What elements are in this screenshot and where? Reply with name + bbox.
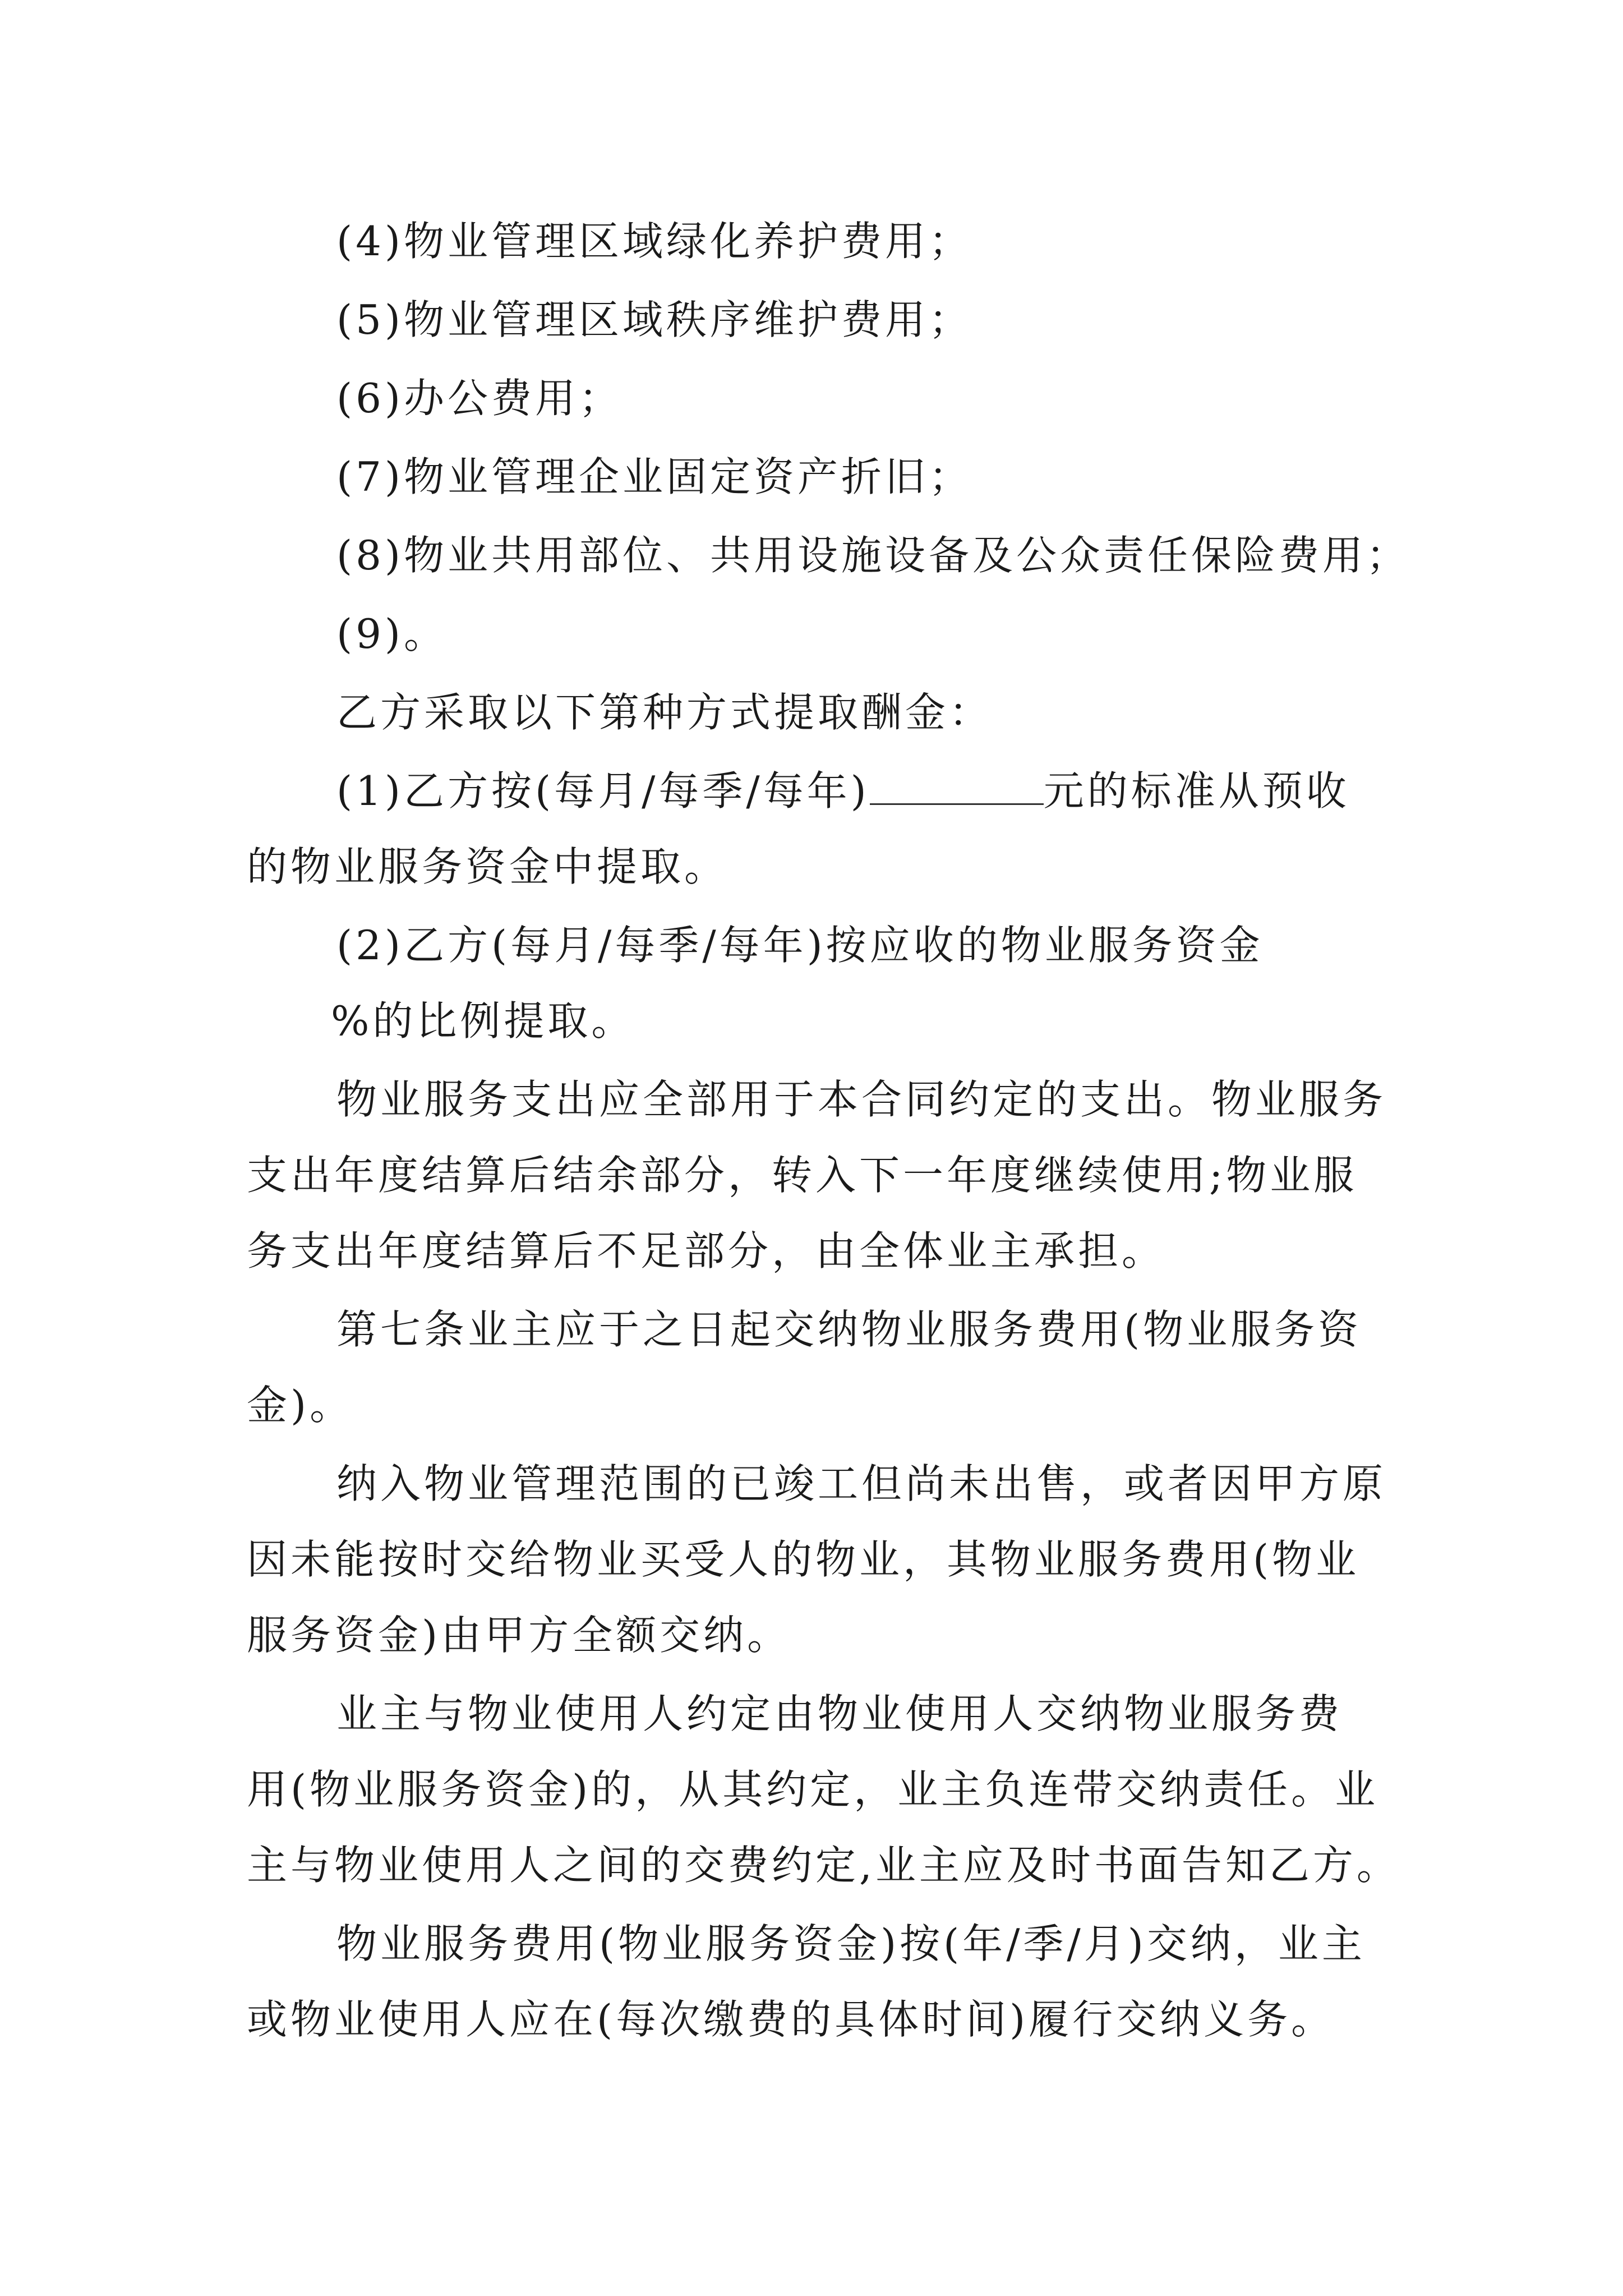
amount-blank xyxy=(870,769,1044,805)
unsold-paragraph-line: 纳入物业管理范围的已竣工但尚未出售，或者因甲方原 xyxy=(336,1460,1387,1507)
user-paragraph-line: 用(物业服务资金)的，从其约定，业主负连带交纳责任。业 xyxy=(247,1766,1379,1813)
item-7: (7)物业管理企业固定资产折旧； xyxy=(336,453,972,500)
expense-paragraph-line: 物业服务支出应全部用于本合同约定的支出。物业服务 xyxy=(336,1076,1387,1123)
remuneration-option-2: (2)乙方(每月/每季/每年)按应收的物业服务资金 xyxy=(336,922,1264,969)
payment-paragraph-line: 或物业使用人应在(每次缴费的具体时间)履行交纳义务。 xyxy=(247,1996,1335,2043)
remuneration-option-2-cont: %的比例提取。 xyxy=(331,997,635,1045)
remuneration-intro: 乙方采取以下第种方式提取酬金： xyxy=(336,689,993,736)
item-6: (6)办公费用； xyxy=(336,375,623,422)
article-7-line: 金)。 xyxy=(247,1382,354,1429)
item-5: (5)物业管理区域秩序维护费用； xyxy=(336,296,972,343)
remuneration-option-1 xyxy=(336,763,1350,819)
option-1-text-after: 元的标准从预收 xyxy=(1043,767,1350,815)
remuneration-option-1-cont: 的物业服务资金中提取。 xyxy=(247,843,728,890)
expense-paragraph-line: 支出年度结算后结余部分，转入下一年度继续使用;物业服 xyxy=(247,1152,1358,1199)
unsold-paragraph-line: 因未能按时交给物业买受人的物业，其物业服务费用(物业 xyxy=(247,1536,1360,1583)
user-paragraph-line: 主与物业使用人之间的交费约定,业主应及时书面告知乙方。 xyxy=(247,1842,1400,1889)
item-4: (4)物业管理区域绿化养护费用； xyxy=(336,218,972,265)
item-8: (8)物业共用部位、共用设施设备及公众责任保险费用； xyxy=(336,532,1410,579)
unsold-paragraph-line: 服务资金)由甲方全额交纳。 xyxy=(247,1612,791,1659)
option-1-text-before: (1)乙方按(每月/每季/每年) xyxy=(336,767,870,815)
user-paragraph-line: 业主与物业使用人约定由物业使用人交纳物业服务费 xyxy=(336,1690,1343,1737)
payment-paragraph-line: 物业服务费用(物业服务资金)按(年/季/月)交纳，业主 xyxy=(336,1920,1366,1967)
expense-paragraph-line: 务支出年度结算后不足部分，由全体业主承担。 xyxy=(247,1227,1166,1274)
article-7-line: 第七条业主应于之日起交纳物业服务费用(物业服务资 xyxy=(336,1306,1362,1353)
item-9: (9)。 xyxy=(336,610,448,657)
